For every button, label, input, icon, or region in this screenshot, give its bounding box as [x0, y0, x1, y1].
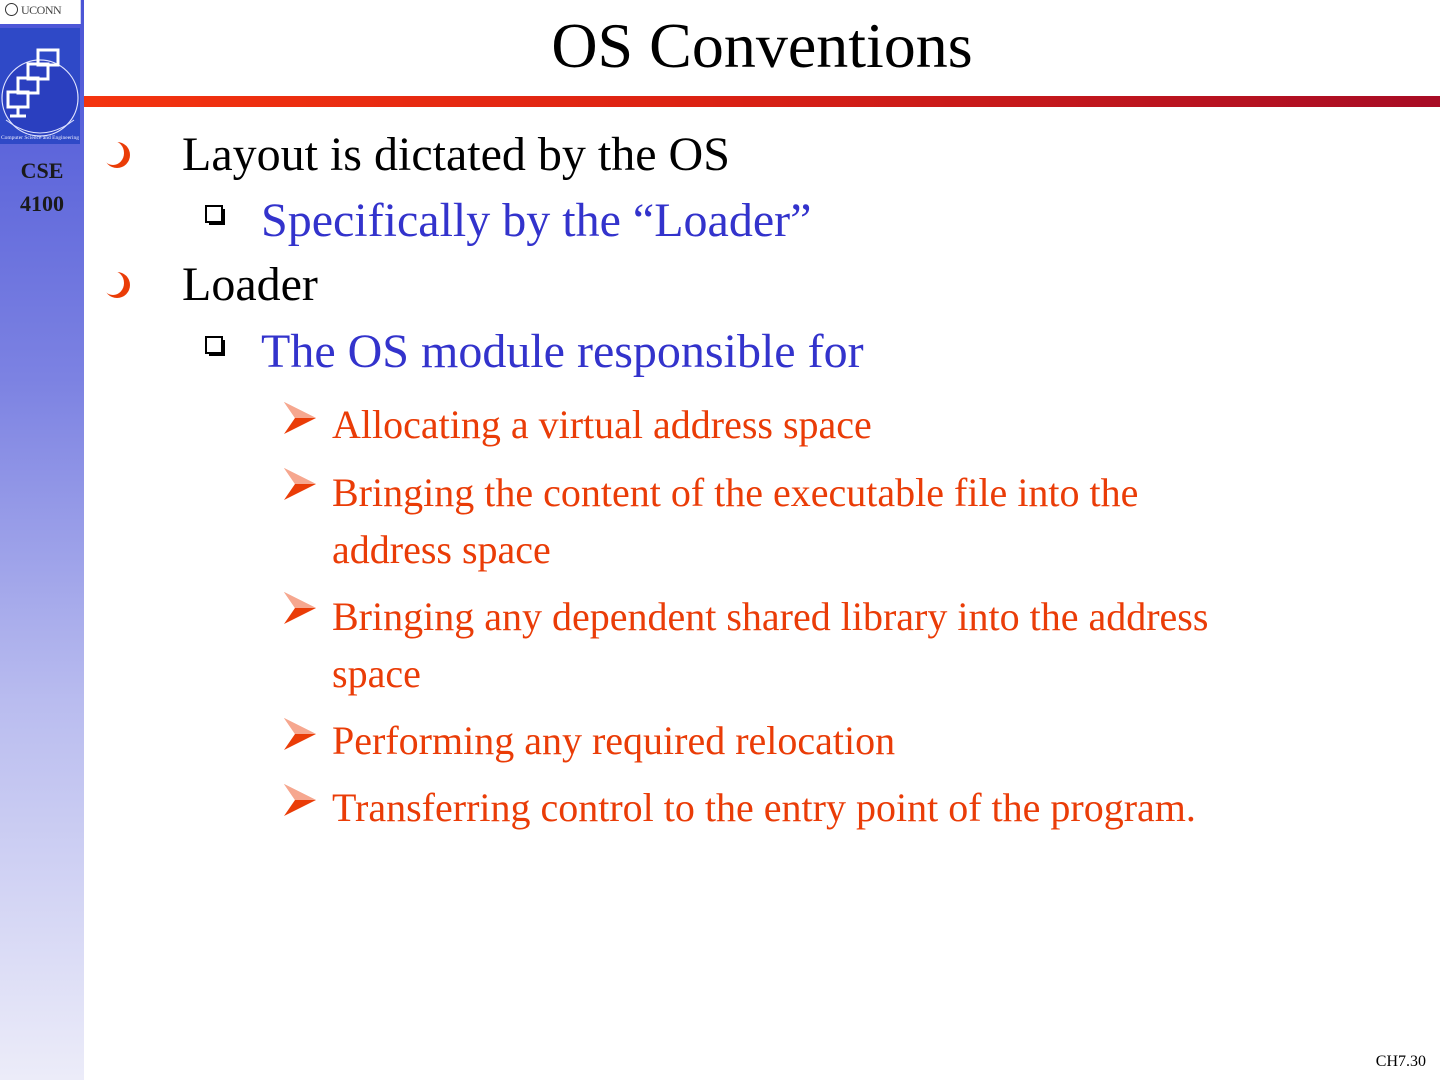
- bullet-level2: The OS module responsible for: [261, 325, 864, 378]
- arrow-bullet-icon: [282, 400, 318, 436]
- department-logo-icon: [0, 28, 80, 144]
- seal-icon: [5, 3, 18, 16]
- bullet-line: Bringing the content of the executable file into the: [332, 470, 1139, 515]
- slide-title: OS Conventions: [551, 10, 973, 81]
- bullet-level1: Loader: [182, 258, 318, 311]
- bullet-level3: Performing any required relocation: [332, 718, 896, 763]
- circle-bullet-icon: [104, 142, 130, 168]
- bullet-level3: [332, 464, 1138, 578]
- bullet-level3: [332, 588, 1208, 702]
- slide-number: CH7.30: [1375, 1053, 1426, 1070]
- bullet-line: Bringing any dependent shared library into the address: [332, 594, 1209, 639]
- arrow-bullet-icon: [282, 716, 318, 752]
- course-label: [0, 154, 84, 220]
- square-bullet-icon: [205, 336, 227, 358]
- bullet-level3: Allocating a virtual address space: [332, 402, 872, 447]
- bullet-level3: Transferring control to the entry point of the program.: [332, 785, 1196, 830]
- arrow-bullet-icon: [282, 466, 318, 502]
- bullet-level1: Layout is dictated by the OS: [182, 128, 730, 181]
- bullet-level2: Specifically by the “Loader”: [261, 194, 812, 247]
- course-number: 4100: [20, 191, 64, 216]
- title-divider: [84, 96, 1440, 107]
- sidebar: [0, 0, 84, 1080]
- bullet-line: address space: [332, 527, 551, 572]
- square-bullet-icon: [205, 205, 227, 227]
- course-code: CSE: [20, 158, 64, 183]
- arrow-bullet-icon: [282, 590, 318, 626]
- svg-text:Computer Science and Engineeri: Computer Science and Engineering: [0, 135, 80, 141]
- bullet-line: space: [332, 651, 421, 696]
- uconn-logo: [0, 0, 81, 24]
- circle-bullet-icon: [104, 272, 130, 298]
- logo-wordmark: UCONN: [21, 3, 62, 17]
- arrow-bullet-icon: [282, 782, 318, 818]
